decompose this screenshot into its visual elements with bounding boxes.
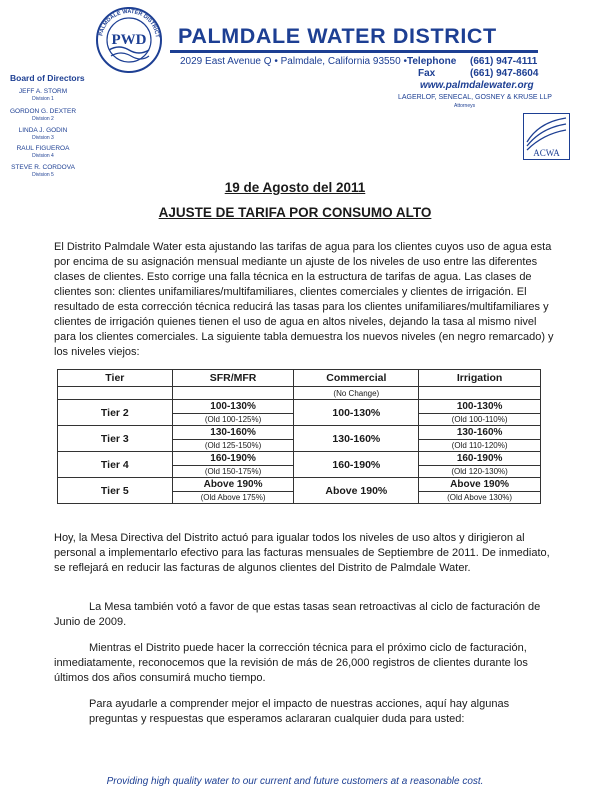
document-date: 19 de Agosto del 2011 <box>224 180 366 195</box>
tier-label: Tier 2 <box>58 400 173 426</box>
attorneys: LAGERLOF, SENECAL, GOSNEY & KRUSE LLP <box>398 94 552 101</box>
attorneys-role: Attorneys <box>454 103 476 109</box>
logo-text: PWD <box>111 32 147 48</box>
fax-label: Fax <box>418 68 436 79</box>
rate-table <box>57 369 541 504</box>
paragraph-correction: Mientras el Distrito puede hacer la corrección técnica para el próximo ciclo de facturación, inmediatamente, reconocemos que la revisión de más de 26,000 registros de clientes durante los últimos dos años consumirá mucho tiempo. <box>54 642 528 684</box>
website-link[interactable]: www.palmdalewater.org <box>420 80 534 91</box>
commercial-value: 130-160% <box>294 426 419 452</box>
header-rule <box>170 50 538 53</box>
director-division: Division 1 <box>32 96 54 102</box>
sfr-new: 130-160% <box>172 426 294 440</box>
director-division: Division 5 <box>32 172 54 178</box>
district-logo <box>95 6 163 74</box>
sfr-old: (Old 150-175%) <box>172 466 294 478</box>
tier-label: Tier 5 <box>58 478 173 504</box>
sfr-new: 160-190% <box>172 452 294 466</box>
director-division: Division 3 <box>32 135 54 141</box>
document-title: AJUSTE DE TARIFA POR CONSUMO ALTO <box>158 205 432 220</box>
commercial-value: 100-130% <box>294 400 419 426</box>
sfr-new: Above 190% <box>172 478 294 492</box>
table-row <box>58 452 541 466</box>
org-name: PALMDALE WATER DISTRICT <box>178 24 497 48</box>
acwa-logo <box>523 113 570 160</box>
telephone-number: (661) 947-4111 <box>470 56 538 67</box>
header-tier: Tier <box>58 370 173 387</box>
paragraph-intro: El Distrito Palmdale Water esta ajustando las tarifas de agua para los clientes cuyos uso de agua esta por encima de su asignación mensual mediante un ajuste de los niveles de uso entre las diferentes clases de clientes. Esto corrige una falla técnica en la estructura de tarifas de agua. Las clases de clientes son: clientes unifamiliares/multifamiliares, clientes comerciales y clientes de irrigación. El resultado de esta corrección técnica reducirá las tasas para los clientes unifamiliares/multifamiliares y clientes de irrigación quienes tienen el uso de agua en altos niveles, dejando la tasa al mismo nivel para los clientes comerciales. La siguiente tabla demuestra los nuevos niveles (en negro remarcado) y los niveles viejos: <box>54 241 554 358</box>
table-row <box>58 478 541 492</box>
commercial-value: Above 190% <box>294 478 419 504</box>
fax-number: (661) 947-8604 <box>470 68 539 79</box>
paragraph-retroactive: La Mesa también votó a favor de que estas tasas sean retroactivas al ciclo de facturación de Junio de 2009. <box>54 601 541 628</box>
irr-new: 160-190% <box>419 452 541 466</box>
director-name: LINDA J. GODIN <box>18 127 68 134</box>
director-1 <box>8 88 78 102</box>
header-sfr: SFR/MFR <box>172 370 294 387</box>
sfr-old: (Old Above 175%) <box>172 492 294 504</box>
tier-label: Tier 3 <box>58 426 173 452</box>
header-irrigation: Irrigation <box>419 370 541 387</box>
director-name: JEFF A. STORM <box>18 88 68 95</box>
irr-old: (Old 110-120%) <box>419 440 541 452</box>
director-2 <box>8 108 78 122</box>
irr-new: 100-130% <box>419 400 541 414</box>
board-title: Board of Directors <box>10 73 85 83</box>
table-header-row <box>58 370 541 387</box>
address: 2029 East Avenue Q • Palmdale, California 93550 • <box>180 56 407 67</box>
footer-motto: Providing high quality water to our current and future customers at a reasonable cost. <box>106 776 484 787</box>
director-4 <box>8 145 78 159</box>
director-division: Division 4 <box>32 153 54 159</box>
table-row <box>58 426 541 440</box>
director-5 <box>8 164 78 178</box>
director-name: STEVE R. CORDOVA <box>11 164 75 171</box>
logo-ring-text: PALMDALE WATER DISTRICT <box>98 8 160 39</box>
director-division: Division 2 <box>32 116 54 122</box>
commercial-value: 160-190% <box>294 452 419 478</box>
irr-old: (Old Above 130%) <box>419 492 541 504</box>
header-commercial: Commercial <box>294 370 419 387</box>
sfr-old: (Old 100-125%) <box>172 414 294 426</box>
sfr-new: 100-130% <box>172 400 294 414</box>
acwa-label: ACWA <box>533 148 560 158</box>
irr-new: 130-160% <box>419 426 541 440</box>
irr-new: Above 190% <box>419 478 541 492</box>
director-name: RAUL FIGUEROA <box>16 145 70 152</box>
director-name: GORDON G. DEXTER <box>9 108 77 115</box>
irr-old: (Old 120-130%) <box>419 466 541 478</box>
table-row <box>58 400 541 414</box>
paragraph-board-action: Hoy, la Mesa Directiva del Distrito actuó para igualar todos los niveles de uso altos y dirigieron al personal a implementarlo efectivo para las facturas mensuales de Septiembre de 2011. De inmediato, se reflejará en reducir las facturas de algunos clientes del Distrito de Palmdale Water. <box>54 532 550 574</box>
telephone-label: Telephone <box>407 56 457 67</box>
irr-old: (Old 100-110%) <box>419 414 541 426</box>
paragraph-questions: Para ayudarle a comprender mejor el impacto de nuestras acciones, aquí hay algunas preguntas y respuestas que esperamos aclararan cualquier duda para usted: <box>89 698 510 725</box>
commercial-note: (No Change) <box>294 387 419 400</box>
table-subheader-row <box>58 387 541 400</box>
director-3 <box>8 127 78 141</box>
tier-label: Tier 4 <box>58 452 173 478</box>
sfr-old: (Old 125-150%) <box>172 440 294 452</box>
